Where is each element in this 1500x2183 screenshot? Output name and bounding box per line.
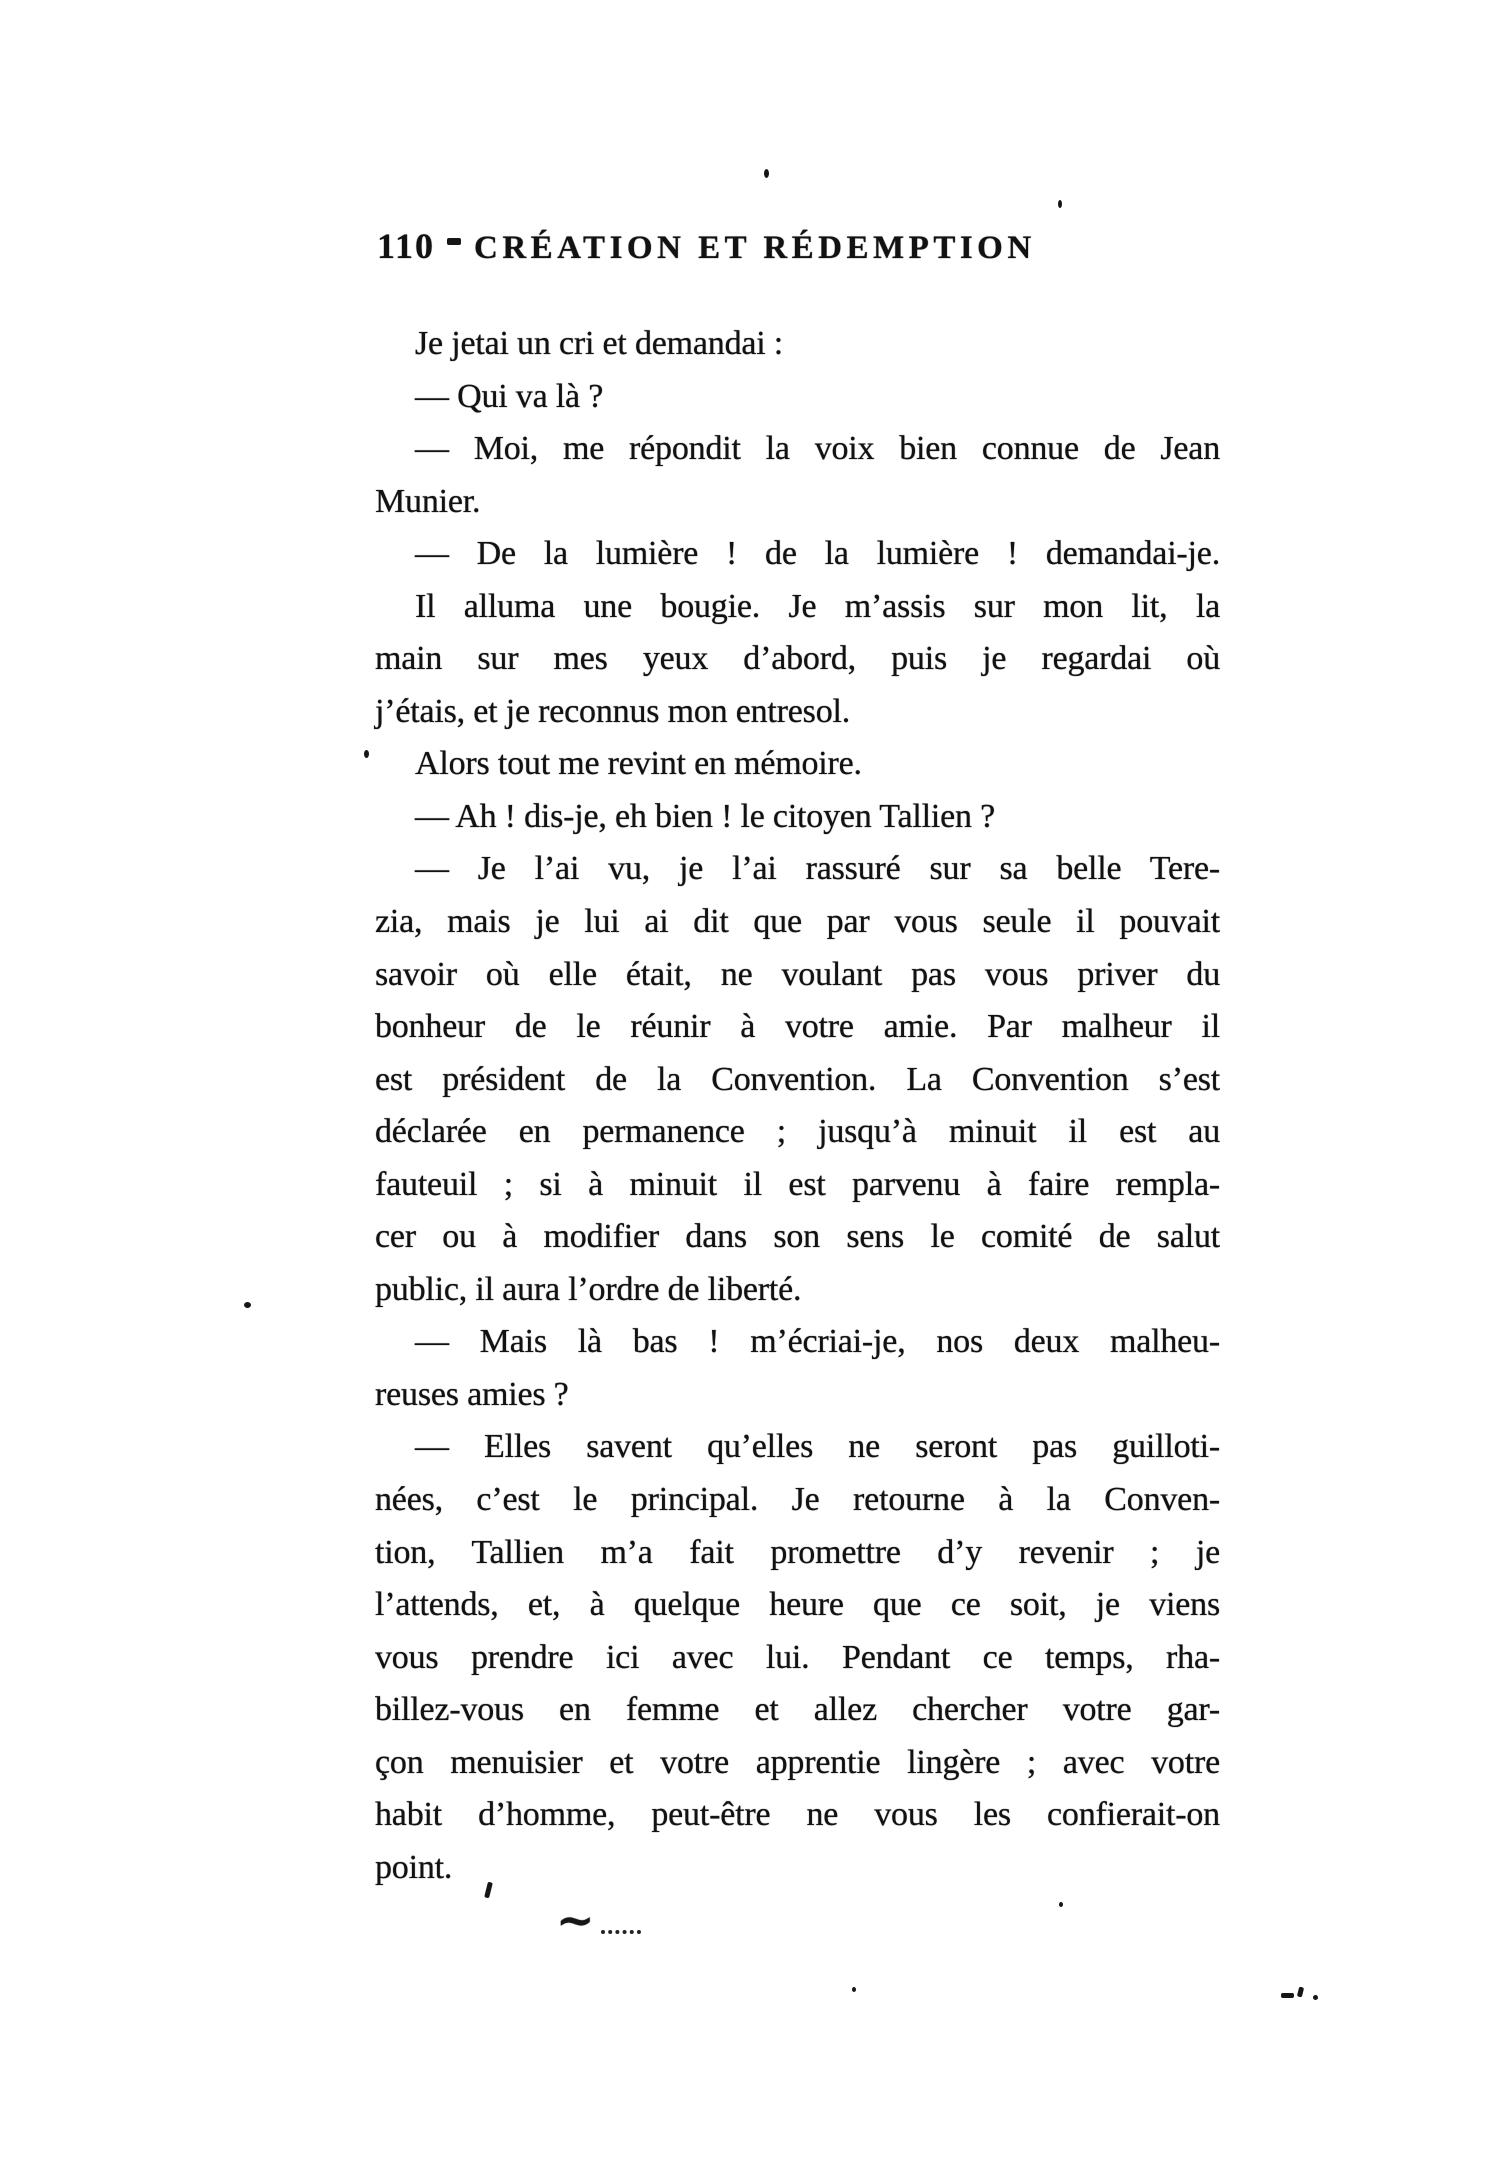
- text-line: — Ah ! dis-je, eh bien ! le citoyen Tallien ?: [415, 797, 995, 835]
- text-line: zia, mais je lui ai dit que par vous seule il pouvait: [375, 903, 1220, 941]
- squiggle-scan-artifact: ~: [556, 1893, 592, 1947]
- text-line: Alors tout me revint en mémoire.: [415, 745, 862, 783]
- text-line: bonheur de le réunir à votre amie. Par malheur il: [375, 1008, 1220, 1046]
- dot-scan-artifact: [852, 1987, 856, 1992]
- dot-scan-artifact: [764, 169, 769, 178]
- text-line: — Elles savent qu’elles ne seront pas guilloti-: [415, 1428, 1220, 1466]
- dash-scan-artifact: [1281, 1993, 1294, 1998]
- text-line: point.: [375, 1848, 453, 1886]
- text-line: billez-vous en femme et allez chercher votre gar-: [375, 1691, 1220, 1729]
- dot-scan-artifact: [1313, 1995, 1318, 2000]
- text-line: déclarée en permanence ; jusqu’à minuit il est au: [375, 1113, 1220, 1151]
- text-line: main sur mes yeux d’abord, puis je regardai où: [375, 640, 1220, 678]
- text-line: public, il aura l’ordre de liberté.: [375, 1270, 802, 1308]
- dot-scan-artifact: [1058, 200, 1062, 208]
- text-line: — Qui va là ?: [415, 377, 604, 415]
- text-line: Je jetai un cri et demandai :: [415, 325, 784, 362]
- text-line: — De la lumière ! de la lumière ! demandai-je.: [415, 535, 1220, 573]
- text-line: — Moi, me répondit la voix bien connue de Jean: [415, 430, 1220, 468]
- text-line: savoir où elle était, ne voulant pas vous priver du: [375, 955, 1220, 993]
- text-line: cer ou à modifier dans son sens le comité de salut: [375, 1218, 1220, 1256]
- text-line: est président de la Convention. La Convention s’est: [375, 1060, 1220, 1098]
- page-number: 110: [377, 226, 436, 266]
- text-block: [375, 318, 1220, 1894]
- text-line: habit d’homme, peut-être ne vous les confierait-on: [375, 1796, 1220, 1834]
- text-line: l’attends, et, à quelque heure que ce soit, je viens: [375, 1586, 1220, 1624]
- tick-scan-artifact: [1297, 1987, 1304, 1998]
- running-header-title: CRÉATION ET RÉDEMPTION: [474, 230, 1036, 266]
- text-line: çon menuisier et votre apprentie lingère ; avec votre: [375, 1743, 1220, 1781]
- text-line: Munier.: [375, 482, 481, 520]
- dot-scan-artifact: [244, 1302, 251, 1308]
- text-line: fauteuil ; si à minuit il est parvenu à faire rempla-: [375, 1165, 1220, 1203]
- text-line: — Je l’ai vu, je l’ai rassuré sur sa belle Tere-: [415, 850, 1220, 888]
- text-line: j’étais, et je reconnus mon entresol.: [375, 692, 851, 730]
- dots-scan-artifact: [601, 1922, 641, 1934]
- dash-scan-artifact: [447, 238, 461, 245]
- dot-scan-artifact: [1059, 1902, 1063, 1907]
- text-line: — Mais là bas ! m’écriai-je, nos deux malheu-: [415, 1323, 1220, 1361]
- text-line: vous prendre ici avec lui. Pendant ce temps, rha-: [375, 1638, 1220, 1676]
- text-line: nées, c’est le principal. Je retourne à la Conven-: [375, 1481, 1220, 1519]
- dot-scan-artifact: [364, 750, 369, 758]
- text-line: Il alluma une bougie. Je m’assis sur mon lit, la: [415, 587, 1220, 625]
- text-line: tion, Tallien m’a fait promettre d’y revenir ; je: [375, 1533, 1220, 1571]
- text-line: reuses amies ?: [375, 1375, 569, 1413]
